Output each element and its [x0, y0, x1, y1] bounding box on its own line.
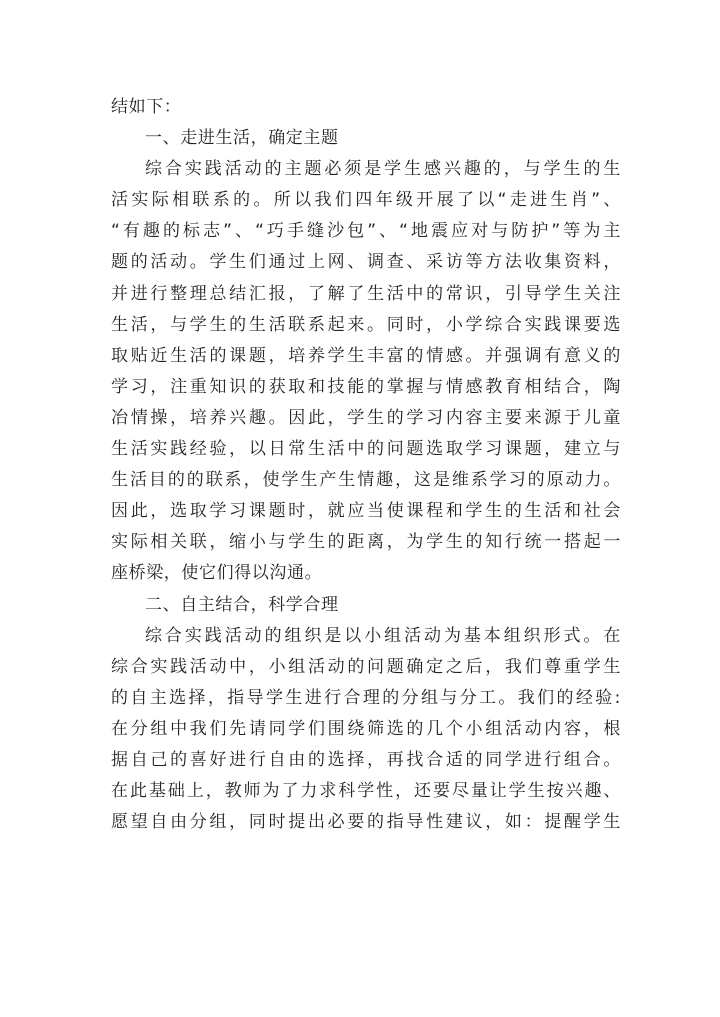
text-line: 愿望自由分组，同时提出必要的指导性建议，如：提醒学生	[111, 812, 621, 833]
text-line: 座桥梁，使它们得以沟通。	[111, 563, 323, 584]
text-line: 并进行整理总结汇报，了解了生活中的常识，引导学生关注	[111, 283, 621, 304]
text-line: 在此基础上，教师为了力求科学性，还要尽量让学生按兴趣、	[111, 781, 621, 802]
text-line: 一、走进生活，确定主题	[145, 128, 339, 149]
text-line: 因此，选取学习课题时，就应当使课程和学生的生活和社会	[111, 501, 621, 522]
text-line: 据自己的喜好进行自由的选择，再找合适的同学进行组合。	[111, 749, 621, 770]
text-line: 题的活动。学生们通过上网、调查、采访等方法收集资料，	[111, 252, 621, 273]
text-line: 取贴近生活的课题，培养学生丰富的情感。并强调有意义的	[111, 345, 621, 366]
text-line: 学习，注重知识的获取和技能的掌握与情感教育相结合，陶	[111, 376, 621, 397]
text-line: 综合实践活动中，小组活动的问题确定之后，我们尊重学生	[111, 656, 621, 677]
text-line: 冶情操，培养兴趣。因此，学生的学习内容主要来源于儿童	[111, 407, 621, 428]
text-line: 的自主选择，指导学生进行合理的分组与分工。我们的经验:	[111, 687, 621, 708]
document-body	[111, 92, 621, 838]
text-line: 综合实践活动的组织是以小组活动为基本组织形式。在	[145, 625, 621, 646]
text-line: 实际相关联，缩小与学生的距离，为学生的知行统一搭起一	[111, 532, 621, 553]
text-line: 在分组中我们先请同学们围绕筛选的几个小组活动内容，根	[111, 718, 621, 739]
text-line: 活实际相联系的。所以我们四年级开展了以“走进生肖”、	[111, 190, 621, 211]
text-line: 生活，与学生的生活联系起来。同时，小学综合实践课要选	[111, 314, 621, 335]
text-line: “有趣的标志”、“巧手缝沙包”、“地震应对与防护”等为主	[111, 221, 621, 242]
text-line: 生活目的的联系，使学生产生情趣，这是维系学习的原动力。	[111, 470, 621, 491]
text-line: 综合实践活动的主题必须是学生感兴趣的，与学生的生	[145, 159, 621, 180]
text-line: 生活实践经验，以日常生活中的问题选取学习课题，建立与	[111, 439, 621, 460]
text-line: 结如下：	[111, 97, 182, 117]
text-line: 二、自主结合，科学合理	[145, 594, 339, 615]
